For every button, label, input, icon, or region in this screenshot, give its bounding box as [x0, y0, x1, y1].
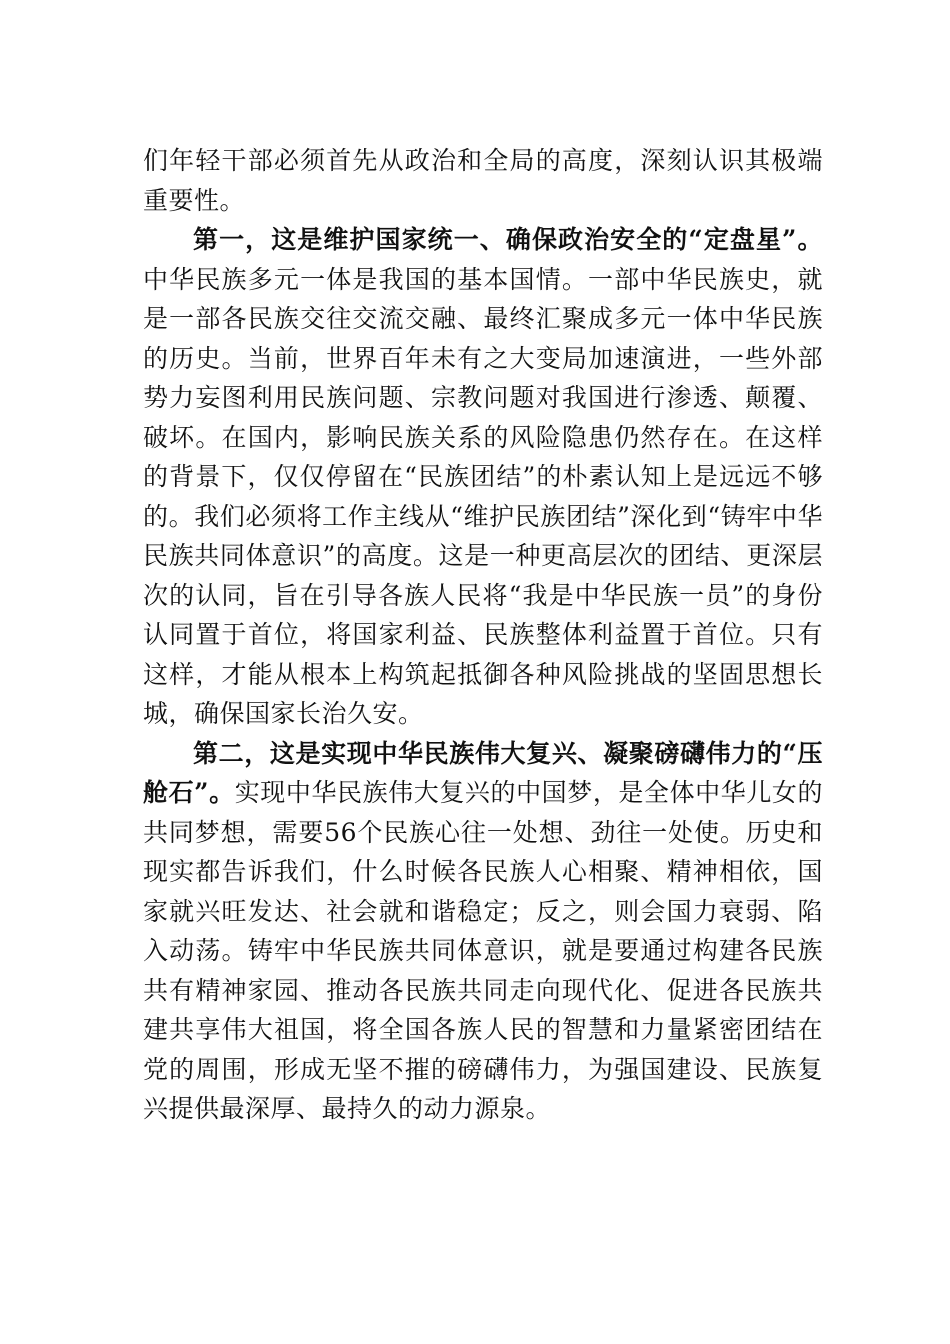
paragraph-text: 中华民族多元一体是我国的基本国情。一部中华民族史，就是一部各民族交往交流交融、最终汇聚成多元一体中华民族的历史。当前，世界百年未有之大变局加速演进，一些外部势力妄图利用民族问题、宗教问题对我国进行渗透、颠覆、破坏。在国内，影响民族关系的风险隐患仍然存在。在这样的背景下，仅仅停留在“民族团结”的朴素认知上是远远不够的。我们必须将工作主线从“维护民族团结”深化到“铸牢中华民族共同体意识”的高度。这是一种更高层次的团结、更深层次的认同，旨在引导各族人民将“我是中华民族一员”的身份认同置于首位，将国家利益、民族整体利益置于首位。只有这样，才能从根本上构筑起抵御各种风险挑战的坚固思想长城，确保国家长治久安。 [143, 264, 823, 728]
paragraph-continuation [143, 141, 823, 220]
paragraph-point-two [143, 734, 823, 1129]
paragraph-lead: 第二，这是实现中华民族伟大复兴、凝聚磅礴伟力的“压舱石”。 [143, 738, 823, 807]
paragraph-text: 实现中华民族伟大复兴的中国梦，是全体中华儿女的共同梦想，需要56个民族心往一处想、劲往一处使。历史和现实都告诉我们，什么时候各民族人心相聚、精神相依，国家就兴旺发达、社会就和谐稳定；反之，则会国力衰弱、陷入动荡。铸牢中华民族共同体意识，就是要通过构建各民族共有精神家园、推动各民族共同走向现代化、促进各民族共建共享伟大祖国，将全国各族人民的智慧和力量紧密团结在党的周围，形成无坚不摧的磅礴伟力，为强国建设、民族复兴提供最深厚、最持久的动力源泉。 [143, 778, 823, 1123]
paragraph-point-one [143, 220, 823, 734]
paragraph-lead: 第一，这是维护国家统一、确保政治安全的“定盘星”。 [193, 225, 823, 254]
paragraph-text: 们年轻干部必须首先从政治和全局的高度，深刻认识其极端重要性。 [143, 146, 823, 215]
document-body [143, 141, 823, 1129]
